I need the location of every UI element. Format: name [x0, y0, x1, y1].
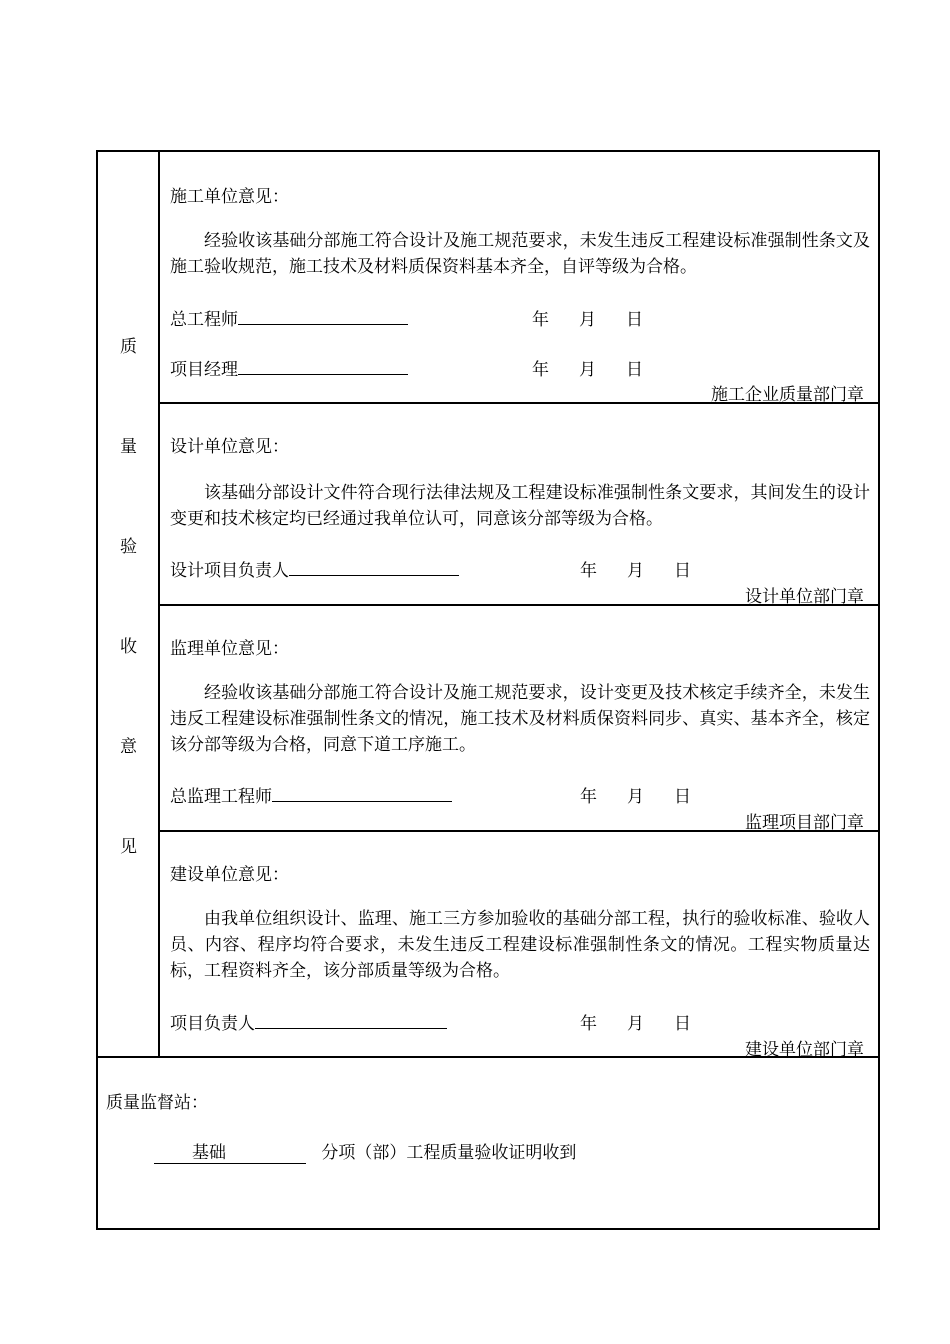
design-body: 该基础分部设计文件符合现行法律法规及工程建设标准强制性条文要求，其间发生的设计变更和技术核定均已经通过我单位认可，同意该分部等级为合格。: [170, 483, 870, 529]
month-label: 月: [579, 310, 596, 330]
project-manager-label: 项目经理: [170, 360, 238, 380]
design-date: [580, 556, 721, 581]
construction-stamp: 施工企业质量部门章: [711, 385, 864, 405]
year-label: 年: [580, 561, 597, 581]
chief-engineer-signature-line: [238, 308, 408, 325]
station-receipt-text: 分项（部）工程质量验收证明收到: [321, 1143, 577, 1163]
design-section: [160, 404, 878, 606]
station-fill-field: 基础: [154, 1138, 306, 1164]
acceptance-form: [96, 150, 880, 1230]
station-heading: 质量监督站：: [106, 1093, 208, 1113]
side-char-5: 意: [120, 737, 137, 757]
design-lead-label: 设计项目负责人: [170, 561, 289, 581]
chief-supervisor-label: 总监理工程师: [170, 787, 272, 807]
supervision-date: [580, 782, 721, 807]
day-label: 日: [674, 787, 691, 807]
owner-heading: 建设单位意见：: [170, 865, 289, 885]
month-label: 月: [627, 1014, 644, 1034]
chief-supervisor-signature-line: [272, 785, 452, 802]
construction-date-1: [532, 305, 673, 330]
side-label-column: [98, 152, 160, 1056]
construction-section: [160, 152, 878, 404]
supervision-section: [160, 606, 878, 832]
supervision-body: 经验收该基础分部施工符合设计及施工规范要求，设计变更及技术核定手续齐全，未发生违反工程建设标准强制性条文的情况，施工技术及材料质保资料同步、真实、基本齐全，核定该分部等级为合格，同意下道工序施工。: [170, 683, 870, 755]
design-lead-signature: [170, 556, 459, 581]
year-label: 年: [532, 310, 549, 330]
day-label: 日: [626, 360, 643, 380]
month-label: 月: [627, 787, 644, 807]
quality-station-section: [98, 1056, 878, 1228]
day-label: 日: [674, 1014, 691, 1034]
side-char-3: 验: [120, 537, 137, 557]
year-label: 年: [580, 1014, 597, 1034]
owner-date: [580, 1009, 721, 1034]
day-label: 日: [626, 310, 643, 330]
side-char-2: 量: [120, 437, 137, 457]
chief-supervisor-signature: [170, 782, 452, 807]
chief-engineer-label: 总工程师: [170, 310, 238, 330]
year-label: 年: [580, 787, 597, 807]
construction-heading: 施工单位意见：: [170, 187, 289, 207]
construction-date-2: [532, 355, 673, 380]
project-manager-signature-line: [238, 358, 408, 375]
project-manager-signature: [170, 355, 408, 380]
side-char-1: 质: [120, 337, 137, 357]
owner-stamp: 建设单位部门章: [745, 1040, 864, 1060]
station-receipt-line: [154, 1138, 576, 1164]
owner-section: [160, 832, 878, 1060]
side-char-6: 见: [120, 837, 137, 857]
owner-body: 由我单位组织设计、监理、施工三方参加验收的基础分部工程，执行的验收标准、验收人员、内容、程序均符合要求，未发生违反工程建设标准强制性条文的情况。工程实物质量达标，工程资料齐全，该分部质量等级为合格。: [170, 909, 870, 981]
design-heading: 设计单位意见：: [170, 437, 289, 457]
construction-body: 经验收该基础分部施工符合设计及施工规范要求，未发生违反工程建设标准强制性条文及施工验收规范，施工技术及材料质保资料基本齐全，自评等级为合格。: [170, 231, 870, 277]
day-label: 日: [674, 561, 691, 581]
supervision-stamp: 监理项目部门章: [745, 813, 864, 833]
owner-lead-signature: [170, 1009, 447, 1034]
chief-engineer-signature: [170, 305, 408, 330]
design-lead-signature-line: [289, 559, 459, 576]
month-label: 月: [627, 561, 644, 581]
month-label: 月: [579, 360, 596, 380]
supervision-heading: 监理单位意见：: [170, 639, 289, 659]
owner-lead-signature-line: [255, 1012, 447, 1029]
owner-lead-label: 项目负责人: [170, 1014, 255, 1034]
year-label: 年: [532, 360, 549, 380]
side-char-4: 收: [120, 637, 137, 657]
design-stamp: 设计单位部门章: [745, 587, 864, 607]
